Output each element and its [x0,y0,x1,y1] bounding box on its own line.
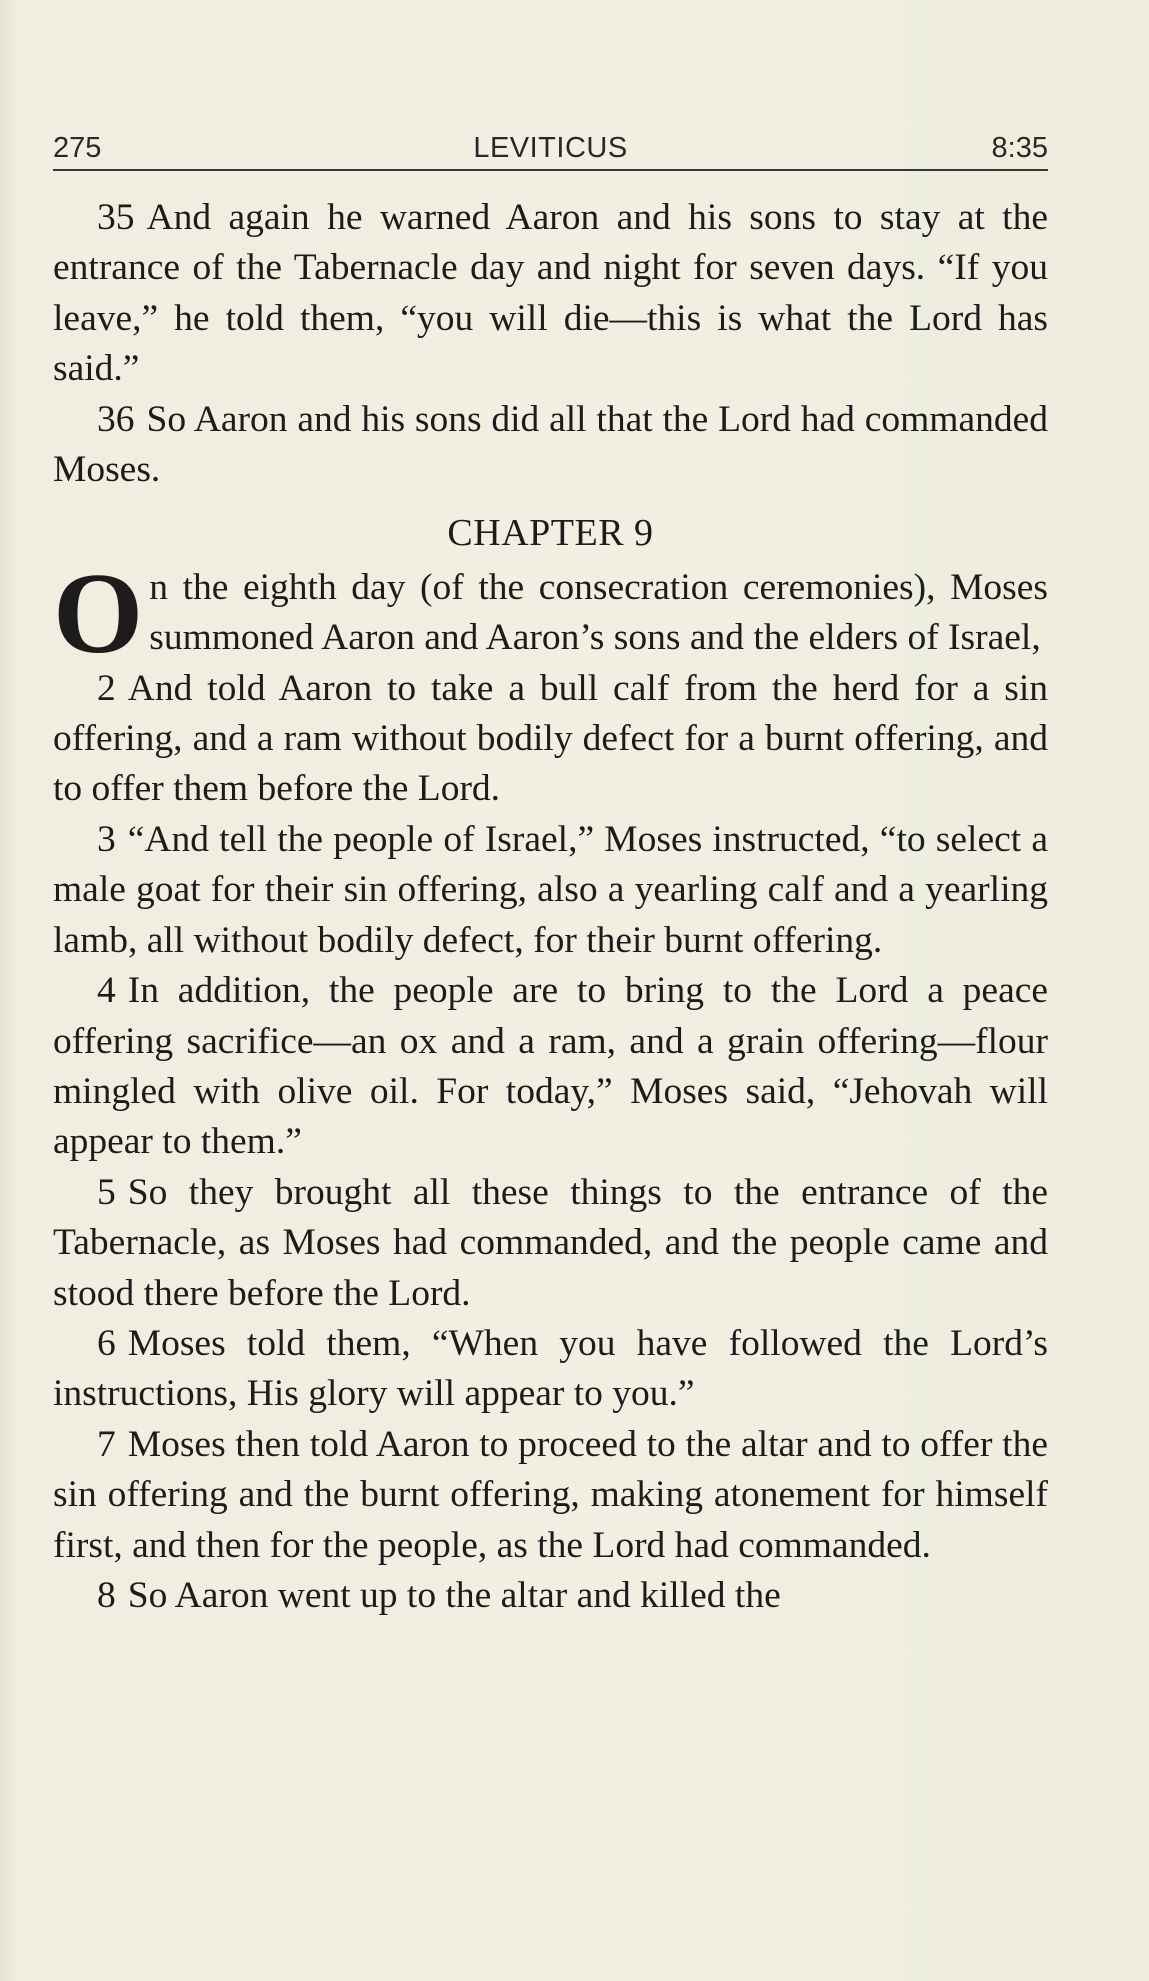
verse-text: Moses then told Aaron to proceed to the altar and to offer the sin offering and the burnt offering, making atonement for himself first, and then for the people, as the Lord had commanded. [53,1423,1048,1566]
running-header [53,133,1048,171]
verse [53,395,1048,496]
drop-cap: O [53,549,144,678]
verse-number: 5 [97,1171,116,1213]
verse-text: In addition, the people are to bring to the Lord a peace offering sacrifice—an ox and a ram, and a grain offering—flour mingled with olive oil. For today,” Moses said, “Jehovah will appear to them.” [53,970,1048,1163]
page-number: 275 [53,132,102,164]
verse-text: And again he warned Aaron and his sons to stay at the entrance of the Tabernacle day and night for seven days. “If you leave,” he told them, “you will die—this is what the Lord has said.” [53,197,1048,390]
verse-number: 6 [97,1322,116,1364]
verse-number: 7 [97,1423,116,1465]
verse-number: 2 [97,667,116,709]
verse-text: Moses told them, “When you have followed the Lord’s instructions, His glory will appear to you.” [53,1322,1048,1415]
chapter-verse-reference: 8:35 [991,132,1048,164]
verse-number: 36 [97,398,135,440]
verse-text: So Aaron went up to the altar and killed the [127,1574,781,1616]
verse-number: 4 [97,970,116,1012]
book-title: LEVITICUS [473,132,628,164]
verse [53,815,1048,966]
verse [53,1319,1048,1420]
verse [53,966,1048,1168]
verse-number: 3 [97,818,116,860]
scripture-text [53,193,1048,1621]
verse [53,1168,1048,1319]
chapter-heading: CHAPTER 9 [447,512,654,555]
verse [53,193,1048,395]
verse [53,1420,1048,1571]
verse-text: So Aaron and his sons did all that the Lord had commanded Moses. [53,398,1048,491]
verse-number: 35 [97,197,135,238]
verse-text: And told Aaron to take a bull calf from the herd for a sin offering, and a ram without bodily defect for a burnt offering, and to offer them before the Lord. [53,667,1048,810]
chapter-opening-verse [53,549,1048,678]
verse-text: So they brought all these things to the entrance of the Tabernacle, as Moses had commanded, and the people came and stood there before the Lord. [53,1171,1048,1314]
verse [53,1571,1048,1621]
verse-number: 8 [97,1574,116,1616]
verse-text: “And tell the people of Israel,” Moses instructed, “to select a male goat for their sin offering, also a yearling calf and a yearling lamb, all without bodily defect, for their burnt offering. [53,818,1048,961]
verse-text: n the eighth day (of the consecration ceremonies), Moses summoned Aaron and Aaron’s sons and the elders of Israel, [149,566,1048,659]
verse [53,664,1048,815]
